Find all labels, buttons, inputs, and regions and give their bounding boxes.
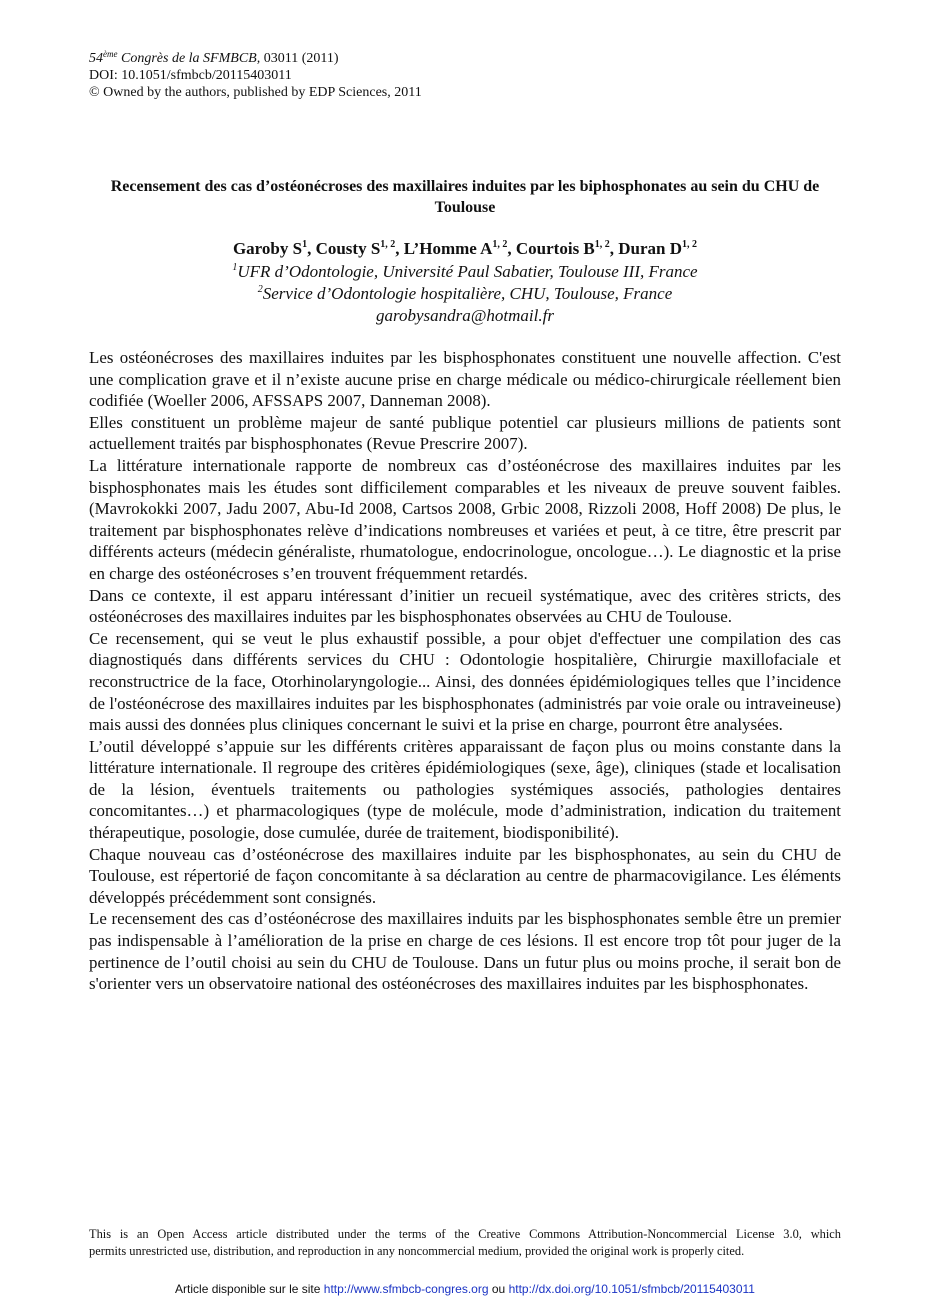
author: L’Homme A$^{1, 2}$, (403, 239, 516, 258)
site-link[interactable]: http://www.sfmbcb-congres.org (323, 1282, 489, 1296)
license-line: permits unrestricted use, distribution, and reproduction in any noncommercial medium, provided the original work is properly cited. (89, 1244, 745, 1258)
conference-ordinal: ème (103, 49, 118, 59)
author-list (80, 238, 850, 260)
affiliation (80, 261, 850, 283)
conference-reference: 03011 (2011) (263, 51, 339, 66)
paper-title: Recensement des cas d’ostéonécroses des maxillaires induites par les biphosphonates au sein du CHU de Toulouse (110, 178, 820, 216)
contact-email[interactable]: garobysandra@hotmail.fr (376, 306, 554, 325)
author-affiliation-mark: 1, 2 (682, 239, 698, 250)
affiliation-number: 2 (257, 284, 263, 295)
body-paragraph: Elles constituent un problème majeur de santé publique potentiel car plusieurs millions de patients sont actuellement traités par bisphosphonates (Revue Prescrire 2007). (89, 412, 841, 454)
author-affiliation-mark: 1, 2 (380, 239, 396, 250)
author: Cousty S$^{1, 2}$, (315, 239, 404, 258)
running-header (89, 50, 422, 101)
conference-name: Congrès de la SFMBCB, (121, 51, 261, 66)
abstract-body (89, 347, 841, 995)
author: Courtois B$^{1, 2}$, (515, 239, 619, 258)
body-paragraph: Dans ce contexte, il est apparu intéressant d’initier un recueil systématique, avec des critères stricts, des ostéonécroses des maxillaires induites par les bisphosphonates observées au CHU de Toulouse. (89, 585, 841, 627)
license-line: This is an Open Access article distributed under the terms of the Creative Commons Attribution-Noncommercial License 3.0, which (89, 1227, 841, 1241)
body-paragraph: Chaque nouveau cas d’ostéonécrose des maxillaires induite par les bisphosphonates, au sein du CHU de Toulouse, est répertorié de façon concomitante à sa déclaration au centre de pharmacovigilance. Les éléments développés précédemment sont consignés. (89, 844, 841, 907)
author-affiliation-mark: 1, 2 (594, 239, 610, 250)
availability-footer (0, 1281, 930, 1297)
affiliation-number: 1 (232, 262, 238, 273)
author-affiliation-mark: 1 (302, 239, 308, 250)
conference-line (89, 50, 422, 67)
license-notice (89, 1226, 841, 1260)
body-paragraph: Les ostéonécroses des maxillaires induites par les bisphosphonates constituent une nouvelle affection. C'est une complication grave et il n’existe aucune prise en charge médicale ou médico-chirurgicale réellement bien codifiée (Woeller 2006, AFSSAPS 2007, Danneman 2008). (89, 348, 841, 411)
copyright-line: © Owned by the authors, published by EDP Sciences, 2011 (89, 85, 422, 100)
footer-prefix: Article disponible sur le site (175, 1282, 321, 1296)
affiliation-text: UFR d’Odontologie, Université Paul Sabatier, Toulouse III, France (237, 262, 698, 281)
author-affiliation-mark: 1, 2 (492, 239, 508, 250)
affiliation (80, 283, 850, 305)
body-paragraph: Ce recensement, qui se veut le plus exhaustif possible, a pour objet d'effectuer une compilation des cas diagnostiqués dans différents services du CHU : Odontologie hospitalière, Chirurgie maxillofaciale et reconstructrice de la face, Otorhinolaryngologie... Ainsi, des données épidémiologiques telles que l’incidence de l'ostéonécrose des maxillaires induites par les bisphosphonates (administrés par voie orale ou intraveineuse) mais aussi des données plus cliniques concernant le suivi et la prise en charge, pourront être analysées. (89, 628, 841, 735)
body-paragraph: La littérature internationale rapporte de nombreux cas d’ostéonécrose des maxillaires induites par les bisphosphonates mais les études sont difficilement comparables et les niveaux de preuve souvent faibles. (Mavrokokki 2007, Jadu 2007, Abu-Id 2008, Cartsos 2008, Grbic 2008, Rizzoli 2008, Hoff 2008) De plus, le traitement par bisphosphonates relève d’indications nombreuses et variées et peut, à ce titre, être prescrit par différents acteurs (médecin généraliste, rhumatologue, endocrinologue, oncologue…). Le diagnostic et la prise en charge des ostéonécroses s’en trouvent fréquemment retardés. (89, 455, 841, 583)
doi-link[interactable]: http://dx.doi.org/10.1051/sfmbcb/20115403011 (508, 1282, 755, 1296)
author: Duran D$^{1, 2}$ (618, 239, 698, 258)
author: Garoby $S^1$, (232, 239, 316, 258)
affiliation-text: Service d’Odontologie hospitalière, CHU, Toulouse, France (262, 284, 673, 303)
footer-conjunction: ou (491, 1282, 506, 1296)
body-paragraph: Le recensement des cas d’ostéonécrose des maxillaires induits par les bisphosphonates semble être un premier pas indispensable à l’amélioration de la prise en charge de ces lésions. Il est encore trop tôt pour juger de la pertinence de l’outil choisi au sein du CHU de Toulouse. Dans un futur plus ou moins proche, il serait bon de s'orienter vers un observatoire national des ostéonécroses des maxillaires induites par les bisphosphonates. (89, 909, 841, 994)
body-paragraph: L’outil développé s’appuie sur les différents critères apparaissant de façon plus ou moins constante dans la littérature internationale. Il regroupe des critères épidémiologiques (sexe, âge), cliniques (stade et localisation de la lésion, éventuels traitements ou pathologies systémiques associés, pathologies dentaires concomitantes…) et pharmacologiques (type de molécule, mode d’administration, indication du traitement thérapeutique, posologie, dose cumulée, durée de traitement, biodisponibilité). (89, 736, 841, 843)
doi-line: DOI: 10.1051/sfmbcb/20115403011 (89, 68, 292, 83)
conference-number: 54 (89, 51, 103, 66)
